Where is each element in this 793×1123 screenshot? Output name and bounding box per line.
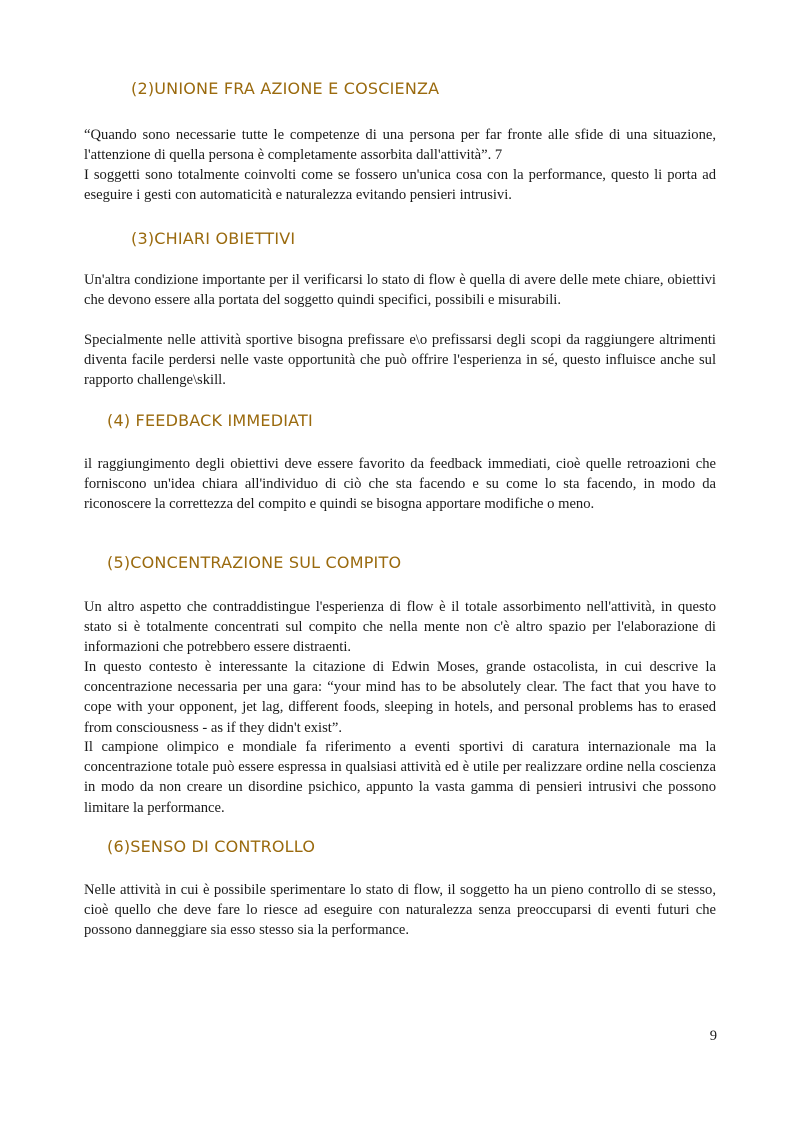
page-number: 9 — [709, 1028, 717, 1044]
section-controllo-paragraph-1: Nelle attività in cui è possibile sperimentare lo stato di flow, il soggetto ha un pieno controllo di se stesso, cioè quello che deve fare lo riesce ad eseguire con naturalezza senza preoccuparsi di eventi futuri che possono danneggiare sia esso stesso sia la performance. — [84, 882, 716, 939]
section-concentrazione-paragraph-2: In questo contesto è interessante la citazione di Edwin Moses, grande ostacolista, in cui descrive la concentrazione necessaria per una gara: “your mind has to be absolutely clear. The fact that you have to cope with your opponent, jet lag, different foods, sleeping in hotels, and personal problems has to erased from consciousness - as if they didn't exist”. — [84, 659, 716, 736]
section-obiettivi-paragraph-1: Un'altra condizione importante per il verificarsi lo stato di flow è quella di avere delle mete chiare, obiettivi che devono essere alla portata del soggetto quindi specifici, possibili e misurabili. — [84, 272, 716, 309]
section-heading-concentrazione: (5)CONCENTRAZIONE SUL COMPITO — [107, 553, 402, 572]
section-feedback-paragraph-1: il raggiungimento degli obiettivi deve essere favorito da feedback immediati, cioè quelle retroazioni che forniscono un'idea chiara all'individuo di ciò che sta facendo e su come lo sta facendo, in modo da riconoscere la correttezza del compito e quindi se bisogna apportare modifiche o meno. — [84, 456, 716, 513]
section-concentrazione-paragraph-1: Un altro aspetto che contraddistingue l'esperienza di flow è il totale assorbimento nell'attività, in questo stato si è totalmente concentrati sul compito che nella mente non c'è altro spazio per l'elaborazione di informazioni che potrebbero essere distraenti. — [84, 599, 716, 656]
section-concentrazione-paragraph-3: Il campione olimpico e mondiale fa riferimento a eventi sportivi di caratura internazionale ma la concentrazione totale può essere espressa in qualsiasi attività ed è utile per realizzare ordine nella coscienza in modo da non creare un disordine psichico, appunto la vasta gamma di pensieri intrusivi che possono limitare la performance. — [84, 739, 716, 816]
section-heading-controllo: (6)SENSO DI CONTROLLO — [107, 837, 316, 856]
section-unione-paragraph-2: I soggetti sono totalmente coinvolti come se fossero un'unica cosa con la performance, questo li porta ad eseguire i gesti con automaticità e naturalezza evitando pensieri intrusivi. — [84, 167, 716, 204]
section-heading-unione: (2)UNIONE FRA AZIONE E COSCIENZA — [131, 79, 440, 98]
section-heading-obiettivi: (3)CHIARI OBIETTIVI — [131, 229, 296, 248]
section-obiettivi-paragraph-2: Specialmente nelle attività sportive bisogna prefissare e\o prefissarsi degli scopi da raggiungere altrimenti diventa facile perdersi nelle vaste opportunità che può offrire l'esperienza in sé, questo influisce anche sul rapporto challenge\skill. — [84, 332, 716, 389]
section-heading-feedback: (4) FEEDBACK IMMEDIATI — [107, 411, 313, 430]
section-unione-paragraph-1: “Quando sono necessarie tutte le competenze di una persona per far fronte alle sfide di una situazione, l'attenzione di quella persona è completamente assorbita dall'attività”. 7 — [84, 127, 716, 164]
